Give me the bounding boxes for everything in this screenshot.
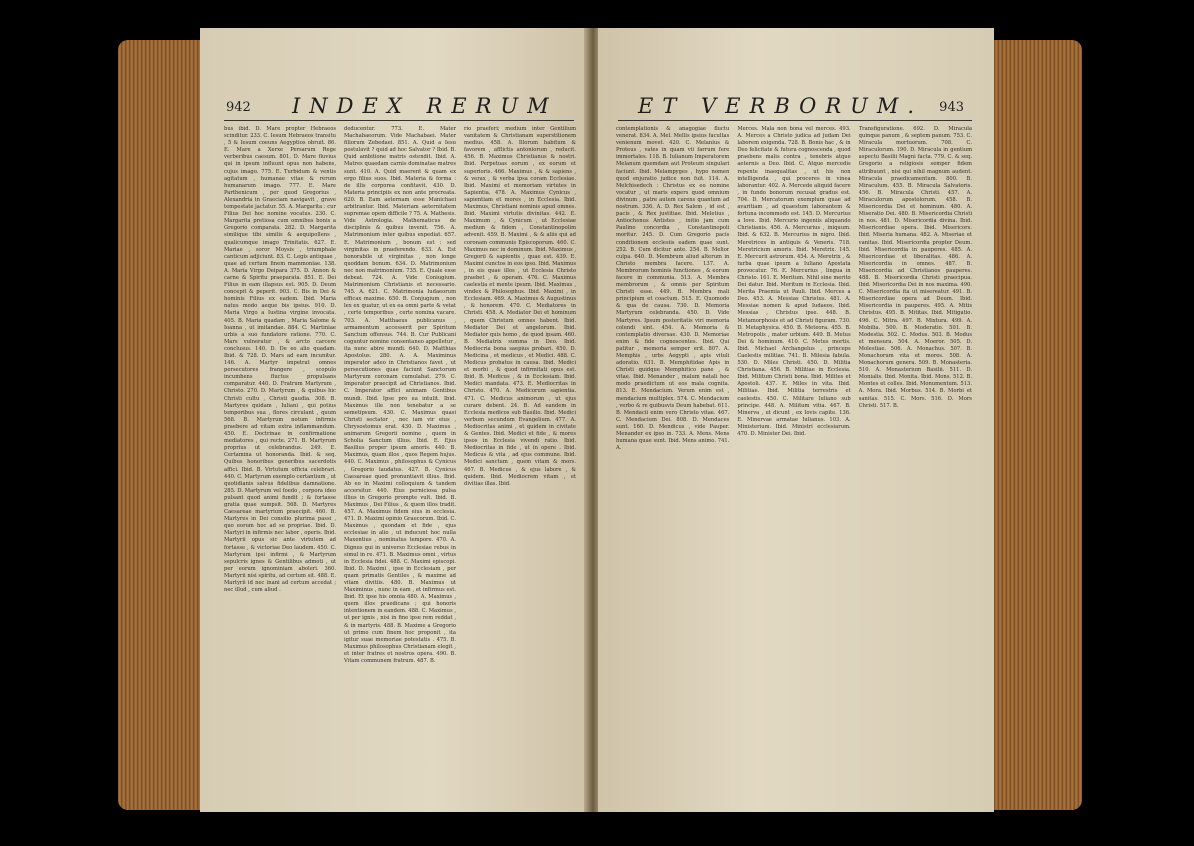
text-column: rio praeferi; medium inter Gentilium vanitatem & Christianam superstitionem medius. 458. A. Illorum habitum & favorem , afflictis antoniorum , reducit. 456. B. Maximus Christianus & nostri. Ibid. Perpetuas eorum , ex eorum et superioris. 466. Maximus , & & sapiens , & verax , & verba ipsa coram Ecclesiae. Ibid. Maximi et memoriam virtutes in Sapientia. 478. A. Maximus Cynicus , sapientiam et mores , in Ecclesia. Ibid. Maximus, Christiani nominis apud omnes. Ibid. Maximi virtutis divinitas. 442. E. Maximum , & Cynicum , ut Ecclesiae medium & fidem , Constantinopolim advenit. 459. B. Maximi , & & aliis qui ad coronam communis Episcoporum. 460. C. Maximus nec in dominum. Ibid. Maximus , Gregorii & sapientis , quae est. 439. E. Maximi cunctos in eos ipso. Ibid. Maximus , in eis quae illos , ut Ecclesia Christo praebet , & operam. 476. C. Maximus caelestia et mente ipsum. Ibid. Maximus , vindex & Philosophus. Ibid. Maximi , in Ecclesiam. 469. A. Maximus & Augustinus , & honorem. 470. C. Mediatores in Christi. 458. A. Mediator Dei et hominum , quem Christum omnes habent. Ibid. Mediator Dei et angelorum. Ibid. Mediator quis homo , de quod ipsam. 460. B. Mediatrix summa in Deo. Ibid. Mediocria bona saepius probari. 450. D. Medicina , et medicus , et Medici. 488. C. Medicus probatus in causa. Ibid. Medici et morbi , & quod infirmitati opus est. Ibid. B. Medicus , & in Ecclesiam. Ibid. Medici mandata. 473. E. Mediocritas in Christo. 470. A. Medicorum sapientia. 471. C. Medicus animorum , ut ejus curare debent. 24. B. Ad eandem in Ecclesia medicos sub Basilio. Ibid. Medici verbum secundum Evangelium. 477. A. Mediocritas animi , et quidem in civitate & Gentes. Ibid. Medici et fide , & mores ipsos in Ecclesia vivendi ratio. Ibid. Mediocritas in fide , ut in opere . Ibid. Medicus & vita , ad ejus commune. Ibid. Medici sanctum , quem vitam & mors. 467. B. Medicus , & ejus labore , & quidem. Ibid. Mediocrem vitam , et divitias illas. Ibid. xyxy=(464,126,576,487)
page-number: 943 xyxy=(939,100,964,115)
header-rule xyxy=(224,120,574,121)
page-number: 942 xyxy=(226,100,251,115)
text-column: deducentur. 773. E. Mater Machabaeorum. Vide Machabaei. Mater filiorum Zebedaei. 851. A. Quid a Iesu postulavit ? quid ad hoc Salvator ? Ibid. B. Quid ambitione matris ostendit. Ibid. A. Matres quaedam carnis dominatae matres sunt. 410. A. Quid maerent & quam ex ergo filius suos. Ibid. Materia & forma : de illis corporea confitavit. 430. D. Materia principiis ex non ante procreata. 620. B. Eam aeternam esse Manichaei arbitrantur. Ibid. Materiam aeternitatem supremae opem difficile ? 75. A. Mathesis. Vide Astrologia. Mathematicus de disciplinis & quibus invenit. 756. A. Matrimonium inter quibus expediat. 657. E. Matrimonium , bonum est : sed virginitas in praeferendo. 633. A. Est honorabile ut virginitas , non longe quoddam bonum. 634. D. Matrimonium nec non matrimonium. 735. E. Quale esse debeat. 724. A. Vide Coniugium. Matrimonium Christianis et necessario. 745. A. 621. C. Matrimonia Iudaeorum efficax maxime. 650. B. Conjugium , non lex ex quatur, ut ex ea omni parte & vetat , certe temporibus , certe nomina vacare. 703. A. Matthaeus publicanus , armamentum accesserit per Spiritum Sanctum offensus. 744. B. Cur Publicani coguntur nomine consentaneo appelletur , ita nunc abire mundi. 640. D. Matthias Apostolus. 280. A. A. Maximinus imperator adeo in Christianos favet , ut persecutiones quae faciunt Sanctorum Martyrum coronam cumulabat. 279. C. Imperator praecipit ad Christianos. Ibid. C. Imperator affici animam Gentibus mundi. Ibid. Ipse pro ea intulit. Ibid. Maximus ille non tenebatur a se semetipsum. 430. C. Maximus quasi Christi sectator , nec iam vir eius , Chrysostomus erat. 430. D. Maximus , animarum Gregorii nomine , quem in Scholia Sanctum illius. Ibid. E. Ejus Basilius proper ipsum amoris. 440. B. Maximus, quam illos , quos Regem hujus. 440. C. Maximus , philosophus & Cynicus , Gregorio laudatus. 427. B. Cynicus Caesareae quod pronuntiavit illius. Ibid. Ab eo in Maximi colloquium & tandem accersitur. 440. Eius perniciosa pulsa illius in Gregorio prompte vult. Ibid. B. Maximus , Dei Filius , & quem illos tradit. 457. A. Maximus fidem eius in ecclesia. 471. D. Maximi opinio Graecorum. Ibid. C. Maximus , quondam et fide , ejus ecclesiae in alio , ut inducunt hoc nulla Maxentius , nominatus tempore. 470. A. Dignus qui in universo Ecclesiae rebus in simul in re. 471. B. Maximus omni , virtus in Ecclesia fidei. 488. C. Maximi episcopi. Ibid. D. Maximi , ipse in Ecclesiam , per quam primatis Gentiles , & maxime ad vitam divitiis. 480. B. Maximus ut Maximinus , nunc in eam , et infirmus est. Ibid. Et ipse his omnia 480. A. Maximus , quem illos praedicans ; qui honoris intentionem in eandem. 488. C. Maximus , ut per ignis , nisi in fine ipse rem reddat , & in martyris. 488. B. Maxime a Gregorio ut primo cum finem hoc proponit , ita igitur suae memoriae potestatis . 475. B. Maximus philosophus Christianam elegit , et inter fratres et nostros opera. 490. B. Vitam communem fratrum. 487. B. xyxy=(344,126,456,665)
text-column: contemplationis & anagogiae fluctu venerat. 834. A. Mel. Mellis ipsius facultas venienum movet. 420. C. Melanius & Proteus , vates in quam vii farrum fere immortales. 118. B. Iulianum Imperatorem Melanum quemdam aut Proteum singulari faciunt. Ibid. Melampyges , hypo nomen quod enjuratio judice non fuit. 114. A. Melchisedech : Christus ex eo nomine vocatur , ut maris expers quod omnium divinum , patre autem carens quantum ad nostrum. 336. A. D. Rex Salem , id est , pacis , & Rex justitiae. Ibid. Meletius , Antiochenus Antistes , initio jam cum Paulino concordia , Constantinopoli moritur. 245. D. Cum Gregorio pacis conditionem ecclesiis eadem quae sunt. 252. B. Cum dicitur ante. 254. B. Melior culpa. 640. D. Membrum aliud alterum in Christo membra facere. 137. A. Membrorum hominis functiones , & eorum facere in communia. 513. A. Membra membrorum , & omnis per Spiritum Christi esse. 449. B. Membra mali principium et coactum. 515. E. Quomodo & qua de causa. 730. D. Memoria Martyrum celebranda. 450. D. Vide Martyres. Ipsum posteritatis viri memoria colendi sint. 454. A. Memoria & contemplatio diversae. 430. D. Memoriae enim & fide cognoscentes. Ibid. Qui patitur , memoria semper erit. 807. A. Memphis , urbs Aegypti , apis vituli adoratio. 631. B. Memphitidae Apis in Christi quidque Memphitico pane , & vitae. Ibid. Menander , malum natali hoc modo praedictum ut eos mala cognita. 813. E. Mendacium. Verum enim est , mendacium multiplex. 574. C. Mendacium , verbo & re quibusvis Deum habebat. 611. B. Mendacii enim vero Christo vitae. 467. C. Mendacium Dei. 808. D. Mendaces sunt. 160. D. Mendicus , vide Pauper. Menander ex ipso in. 733. A. Mens. Mens humana quae sunt. Ibid. Mens animo. 741. A. xyxy=(616,126,730,452)
text-column: bus ibid. D. Mare propter Hebraeos scinditur. 233. C. Iesum Hebraeos transitu , 5 & Iesum coeuns Aegyptios obruit. 86. E. Mare a Xerxe Persarum Rege verberibus caesum. 801. D. Mare fluvius qui in ipsum influunt opus non habens, cujus imago. 775. E. Turbidum & ventis agitatum , humanae vitae & rerum humanarum imago. 777. E. Mare Parthenicum , per quod Gregorius , Alexandria in Graeciam navigavit , grave tempestate jactatur. 55. A. Margarita : cur Filius Dei hoc nomine vocatus. 230. C. Margarita pretiosa cum omnibus bonis a Gregorio comparata. 282. D. Margarita similique tibi similis & aequipollens , qualicumque imago Trinitatis. 627. E. Mariae , soror Moysis , triumphale canticum adjiciunt. 83. C. Legis antiquae , quae ad certum finem mammoniae. 138. A. Maria Virgo Deipara 375. D. Annon & carne & Spiritu praeparata. 851. E. Dei Filius in eam illapsus est. 905. D. Deum concepit & peperit. 903. C. Bis in Dei & hominis Filius ex eadem. Ibid. Maria natus modo aeque bis ipsius. 910. D. Maria Virgo a Iustina virgine invocata. 405. B. Maria quadam , Maria Salome & Ioanna , ut imitandae. 884. C. Martiniae urbis a suo fundatore ratione. 770. C. Mars vulneratur , & arcto carcere conclusus. 140. D. De eo alio quadam. Ibid. & 728. D. Mars ad eam incunitur. 146. A. Martyr impetrat omnes persecutores frangere , scopulo incumbens fluctus propulsans comparatur. 440. D. Fratrum Martyrum , Christo. 270. D. Martyrum , & quibus hic Christi cultu , Christi gaudia. 308. B. Martyres quidam , Iuliani , qui potius temporibus sua , flores circulant , quum 568. B. Martyrum notum infirmis praebere ad vitam extra inflammandum. 450. E. Doctrinae in confirmatione mediatores , qui recte. 271. B. Martyrum proprius ut celebrandus. 249. E. Certamina ut honoranda. Ibid. & seq. Quibus honoribus generibus sacerdotis affici. Ibid. B. Virtutum officia celebrari. 440. C. Martyrum exemplo certantium , ut quotidianis salvus fidelibus damnatione. 285. D. Martyrum vel foedo , corpora ideo pulsant quod animi fundit ; & fortasse gratia quae sumpsit. 568. D. Martyres Caesareae martyrium praecipit. 460. B. Martyres in Dei consilio plurima passi , quo eorum hoc ad se propriae. Ibid. D. Martyri in infirmis nec labor , operis. Ibid. Martyrii opus sic ante virtutem ad fortasse , & victoriae Deo laudem. 450. C. Martyrum ipsi infirmi , & Martyrum sepulcris ignes & Gentilibus admoti , ut per eorum ignominiam aboleri. 360. Martyrii nisi spiritu, ad certum sit. 488. E. Martyrii id nec inani ad certum accedat ; nec illud , cum aliud . xyxy=(224,126,336,594)
header-rule xyxy=(618,120,972,121)
text-columns xyxy=(616,126,972,790)
left-page xyxy=(200,28,588,812)
running-head: ET VERBORUM. xyxy=(638,94,924,118)
running-head: INDEX RERUM xyxy=(292,94,558,118)
text-columns xyxy=(224,126,576,790)
left-page-edges xyxy=(118,40,210,810)
text-column: Transfiguratione. 692. D. Miracula quinque panum , & septem panum. 753. C. Miracula mortuorum. 708. C. Miraculorum. 190. D. Miracula in gentium aspectu Basilii Magni facta. 779. C. & seq. Gregorio a religiosis semper fidem attribuunt , nisi qui nihil magnum audent. Miracula praedicamentum. 800. B. Miraculum. 455. B. Miracula Salvatoris. 456. B. Miracula Christi. 457. A. Miraculorum apostolorum. 458. B. Misericordia Dei et hominum. 480. A. Miseratio Dei. 480. B. Misericordia Christi in nos. 481. D. Misericordia divina. Ibid. Misericordiae opera. Ibid. Misericors. Ibid. Miseria humana. 482. A. Miseriae et vanitas. Ibid. Misericordia propter Deum. Ibid. Misericordia in pauperes. 485. A. Misericordiae et liberalitas. 486. A. Misericordia in omnes. 487. B. Misericordia ad Christianos pauperes. 488. B. Misericordia Christi praecipua. Ibid. Misericordia Dei in nos maxima. 490. C. Misericordia ita ut misereatur. 491. B. Misericordiae opera ad Deum. Ibid. Misericordia in pauperes. 495. A. Mitis Christus. 495. B. Mititas. Ibid. Mitigatio. 496. C. Mitra. 497. B. Mixtura. 499. A. Mobilia. 500. B. Moderatio. 501. B. Modestia. 502. C. Modus. 503. B. Modus et mensura. 504. A. Moeror. 505. D. Molestiae. 506. A. Monachus. 507. B. Monachorum vita et mores. 508. A. Monachorum genera. 509. B. Monasteria. 510. A. Monasterium Basilii. 511. D. Monialis. Ibid. Monita. Ibid. Mons. 512. B. Montes et colles. Ibid. Monumentum. 513. A. Mora. Ibid. Morbus. 514. B. Morbi et sanitas. 515. C. Mors. 516. D. Mors Christi. 517. B. xyxy=(858,126,972,409)
right-page xyxy=(598,28,994,812)
right-page-edges xyxy=(982,40,1082,810)
text-column: Merces. Mala non bona vel merces. 493. A. Merces a Christo judica ad judam Dei laborem exigenda. 728. B. Bonis hac , & in Deo felicitate & futura cognoscenda , quod praebens malis contra , tenebris atque aeternis a Deo. Ibid. C. Atque mercedis repente inaequalitas , ut his non intelligenda , qui proceres in vinea laborantur. 402. A. Mercede aliquid facere , in fundo bonorum recusat gradus est. 704. D. Mercatorum exemplum quae ad avaritiam , ad quaestum laborantem & fortuna incommodo est. 145. D. Mercurius a Iove. Ibid. Mercurio ingeniis aliquando Christianis. 456. A. Mercurius , iniquum. Ibid. & 632. B. Mercurius in nigro. Ibid. Meretrices in antiquis & Veneris. 718. Meretricium amoris. Ibid. Meretrix. 145. E. Mercurii astrorum. 454. A. Meretrix , & turba quae ipsum a Iuliano Apostata provocatur. 76. E. Mercurius , lingua in Christo. 161. E. Meritum. Nihil sine merito Dei datur. Ibid. Meritum in Ecclesia. Ibid. Merita Praemia ut Pauli. Ibid. Merces a Deo. 453. A. Messias Christus. 481. A. Messiae nomen & apud Iudaeos. Ibid. Messias , Christus ipse. 448. B. Metamorphosis et ad Christi figuram. 730. D. Metaphysica. 450. B. Meteora. 455. B. Metropolis , mater urbium. 449. B. Metus Dei & hominum. 410. C. Metus mortis. Ibid. Michael Archangelus , princeps Caelestis militiae. 741. B. Milesia fabula. 530. D. Miles Christi. 450. D. Militia Christiana. 456. B. Militiae in Ecclesia. Ibid. Militum Christi bona. Ibid. Milites et Apostoli. 437. E. Miles in vita. Ibid. Militiae. Ibid. Militia terrestris et caelestis. 450. C. Militare Iuliano sub principe. 448. A. Militum vitia. 467. B. Minerva , ut dicunt , ex Iovis capite. 136. E. Minervae armatae Iulianus. 103. A. Ministerium. Ibid. Ministri ecclesiarum. 470. D. Minister Dei. Ibid. xyxy=(737,126,851,438)
